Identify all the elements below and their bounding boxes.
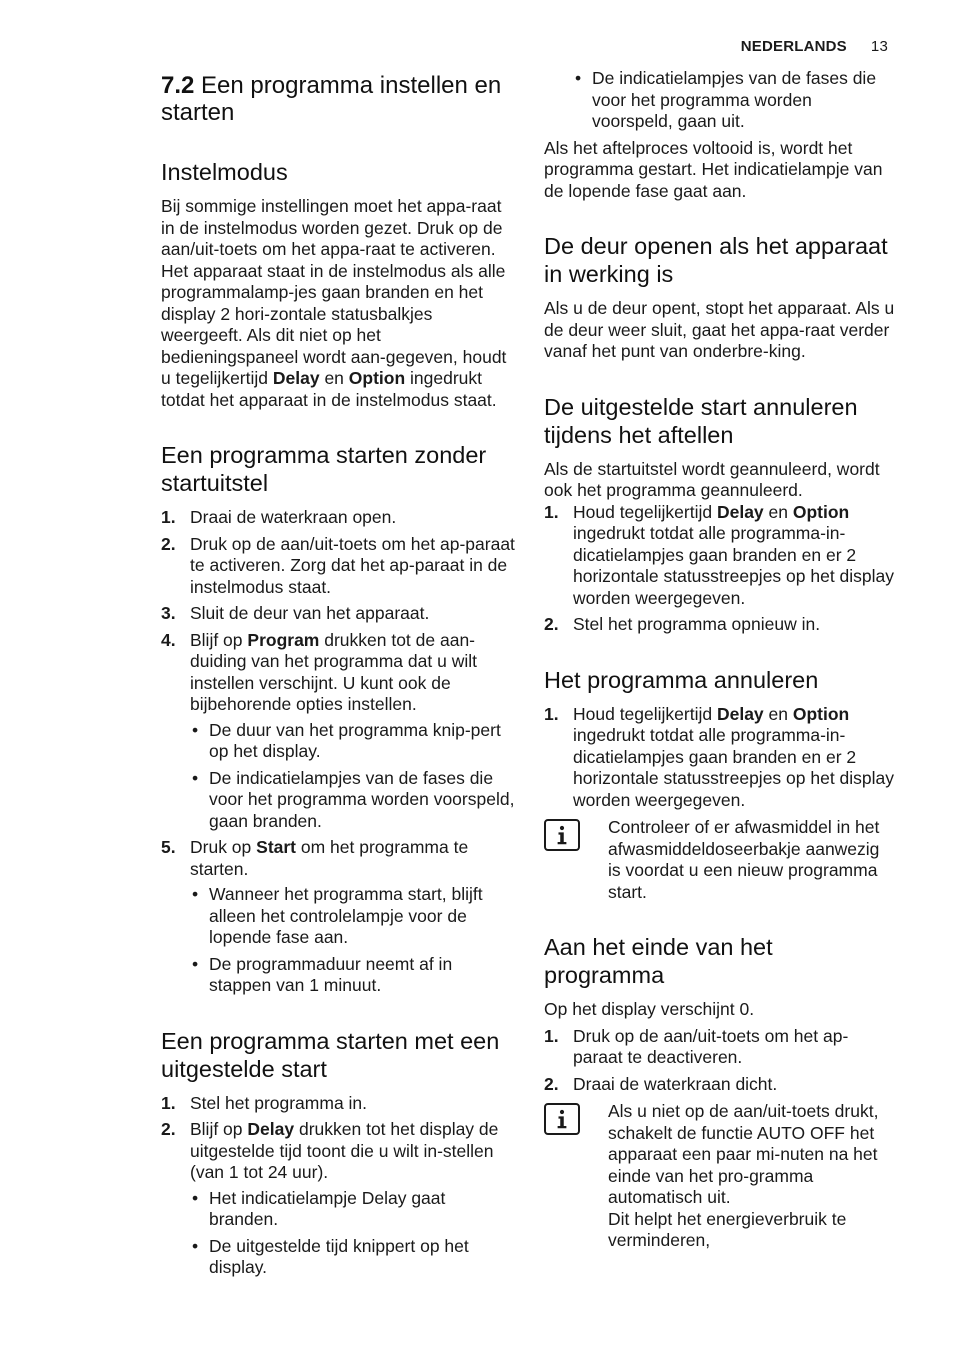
step-number: 2. <box>544 1073 559 1094</box>
bullet-item <box>190 1236 517 1279</box>
step-text: Druk op de aan/uit-toets om het ap-paraat te activeren. Zorg dat het ap-paraat in de instelmodus staat. <box>190 533 515 597</box>
option-key: Option <box>792 703 850 724</box>
bullet-item <box>190 720 517 763</box>
step-text: Sluit de deur van het apparaat. <box>190 603 430 623</box>
step-number: 4. <box>161 629 176 650</box>
step-number: 2. <box>544 614 559 634</box>
right-column <box>544 68 896 1252</box>
step-item <box>161 837 517 997</box>
instelmodus-text <box>161 196 517 411</box>
page-header <box>741 38 888 55</box>
and-word: en <box>319 368 349 388</box>
step-text: drukken tot het display de uitgestelde tijd toont die u wilt in-stellen (van 1 tot 24 uur). <box>190 1119 499 1182</box>
einde-intro: Op het display verschijnt 0. <box>544 999 755 1019</box>
bullet-list <box>190 720 517 833</box>
instelmodus-text-post: ingedrukt totdat het apparaat in de instelmodus staat. <box>161 368 497 410</box>
bullet-text: De indicatielampjes van de fases die voor het programma worden voorspeld, gaan branden. <box>209 767 515 831</box>
step-text: Stel het programma in. <box>190 1092 368 1113</box>
bullet-item <box>573 68 896 133</box>
step-item <box>161 1093 517 1115</box>
step-item <box>161 603 517 625</box>
step-text: ingedrukt totdat alle programma-in-dicatielampjes gaan branden en er 2 horizontale statusstreepjes op het display worden weergegeven. <box>573 523 895 608</box>
step-item <box>544 502 896 610</box>
bullet-text: De uitgestelde tijd knippert op het display. <box>209 1235 469 1277</box>
met-steps <box>161 1093 517 1279</box>
info-note <box>544 1101 896 1252</box>
bullet-item <box>190 768 517 833</box>
delay-key: Delay <box>272 368 320 388</box>
step-text: Draai de waterkraan open. <box>190 507 397 527</box>
bullet-list <box>190 1188 517 1279</box>
annuleer-prog-steps <box>544 704 896 812</box>
step-item <box>544 614 896 636</box>
step-text: drukken tot de aan-duiding van het programma dat u wilt instellen verschijnt. U kunt ook de bijbehorende opties instellen. <box>190 629 477 714</box>
bullet-item <box>190 954 517 997</box>
bullet-icon: • <box>192 719 199 740</box>
step-number: 5. <box>161 837 176 857</box>
step-number: 3. <box>161 603 176 623</box>
note-text: Als u niet op de aan/uit-toets drukt, schakelt de functie AUTO OFF het apparaat een paar mi-nuten na het einde van het pro-gramma automatisch uit. <box>608 1101 879 1207</box>
page-number: 13 <box>870 38 888 55</box>
delay-key: Delay <box>716 501 764 522</box>
info-icon <box>544 1103 580 1135</box>
section-title: Een programma instellen en starten <box>161 72 502 126</box>
step-text: Druk op de aan/uit-toets om het ap-paraat te deactiveren. <box>573 1025 849 1067</box>
step-item <box>161 507 517 529</box>
einde-steps <box>544 1026 896 1096</box>
step-text: om het programma te starten. <box>190 837 469 879</box>
bullet-icon: • <box>192 1235 199 1256</box>
bullet-item <box>190 1188 517 1231</box>
annuleer-start-intro: Als de startuitstel wordt geannuleerd, wordt ook het programma geannuleerd. <box>544 458 880 500</box>
step-text: Houd tegelijkertijd <box>573 501 717 522</box>
language-label: NEDERLANDS <box>740 38 847 55</box>
step-item <box>544 1074 896 1096</box>
note-text: Dit helpt het energieverbruik te verminderen, <box>608 1208 847 1250</box>
option-key: Option <box>348 368 406 388</box>
met-uitgestelde-start-heading: Een programma starten met een uitgestelde start <box>161 1027 500 1082</box>
and-word: en <box>763 501 793 522</box>
deur-openen-heading: De deur openen als het apparaat in werking is <box>544 233 888 287</box>
left-column <box>161 68 517 1284</box>
bullet-list <box>190 884 517 997</box>
step-number: 2. <box>161 1119 176 1139</box>
step-number: 2. <box>161 533 176 554</box>
info-note <box>544 817 896 903</box>
bullet-icon: • <box>192 767 199 788</box>
step-item <box>544 1026 896 1069</box>
deur-openen-text: Als u de deur opent, stopt het apparaat. Als u de deur weer sluit, gaat het appa-raat verder vanaf het punt van onderbre-king. <box>544 298 895 361</box>
step-item <box>161 534 517 599</box>
and-word: en <box>763 703 793 724</box>
step-number: 1. <box>544 501 559 522</box>
step-item <box>544 704 896 812</box>
step-text: ingedrukt totdat alle programma-in-dicatielampjes gaan branden en er 2 horizontale statusstreepjes op het display worden weergegeven. <box>573 725 895 810</box>
step-item <box>161 1119 517 1279</box>
bullet-item <box>190 884 517 949</box>
bullet-list <box>544 68 896 133</box>
bullet-text: De indicatielampjes van de fases die voor het programma worden voorspeld, gaan uit. <box>592 68 877 131</box>
aftel-text: Als het aftelproces voltooid is, wordt het programma gestart. Het indicatielampje van de lopende fase gaat aan. <box>544 137 883 201</box>
step-number: 1. <box>161 507 176 527</box>
step-text: Stel het programma opnieuw in. <box>573 614 821 634</box>
bullet-text: De duur van het programma knip-pert op het display. <box>209 719 501 761</box>
instelmodus-heading: Instelmodus <box>161 159 288 185</box>
step-number: 1. <box>161 1092 176 1113</box>
info-icon <box>544 819 580 851</box>
bullet-icon: • <box>192 1187 199 1208</box>
zonder-startuitstel-heading: Een programma starten zonder startuitstel <box>161 442 487 496</box>
instelmodus-text-pre: Bij sommige instellingen moet het appa-raat in de instelmodus worden gezet. Druk op de aan/uit-toets om het appa-raat te activeren. Het apparaat staat in de instelmodus als alle programmalamp-jes gaan branden en het display 2 hori-zontale statusbalkjes weergeeft. Als dit niet op het bedieningspaneel wordt aan-gegeven, houdt u tegelijkertijd <box>161 196 507 388</box>
bullet-icon: • <box>192 884 199 904</box>
option-key: Option <box>792 501 850 522</box>
note-text: Controleer of er afwasmiddel in het afwasmiddeldoseerbakje aanwezig is voordat u een nieuw programma start. <box>608 817 880 902</box>
step-text: Blijf op <box>190 1119 248 1139</box>
step-number: 1. <box>544 1025 559 1046</box>
section-heading <box>161 72 517 126</box>
start-key: Start <box>256 837 297 857</box>
programma-annuleren-heading: Het programma annuleren <box>544 666 819 693</box>
step-text: Druk op <box>190 837 257 857</box>
bullet-icon: • <box>192 953 199 974</box>
step-item <box>161 630 517 833</box>
delay-key: Delay <box>716 703 764 724</box>
step-text: Blijf op <box>190 629 248 650</box>
delay-key: Delay <box>247 1119 295 1139</box>
einde-programma-heading: Aan het einde van het programma <box>544 934 773 988</box>
step-text: Draai de waterkraan dicht. <box>573 1073 778 1094</box>
bullet-text: De programmaduur neemt af in stappen van 1 minuut. <box>209 953 453 995</box>
annuleer-start-steps <box>544 502 896 636</box>
step-text: Houd tegelijkertijd <box>573 703 717 724</box>
bullet-text: Wanneer het programma start, blijft alleen het controlelampje voor de lopende fase aan. <box>209 884 483 947</box>
zonder-steps <box>161 507 517 997</box>
section-number: 7.2 <box>161 72 195 99</box>
program-key: Program <box>247 629 320 650</box>
bullet-icon: • <box>575 68 582 88</box>
step-number: 1. <box>544 703 559 724</box>
annuleer-start-heading: De uitgestelde start annuleren tijdens het aftellen <box>544 393 858 448</box>
bullet-text: Het indicatielampje Delay gaat branden. <box>209 1187 446 1229</box>
